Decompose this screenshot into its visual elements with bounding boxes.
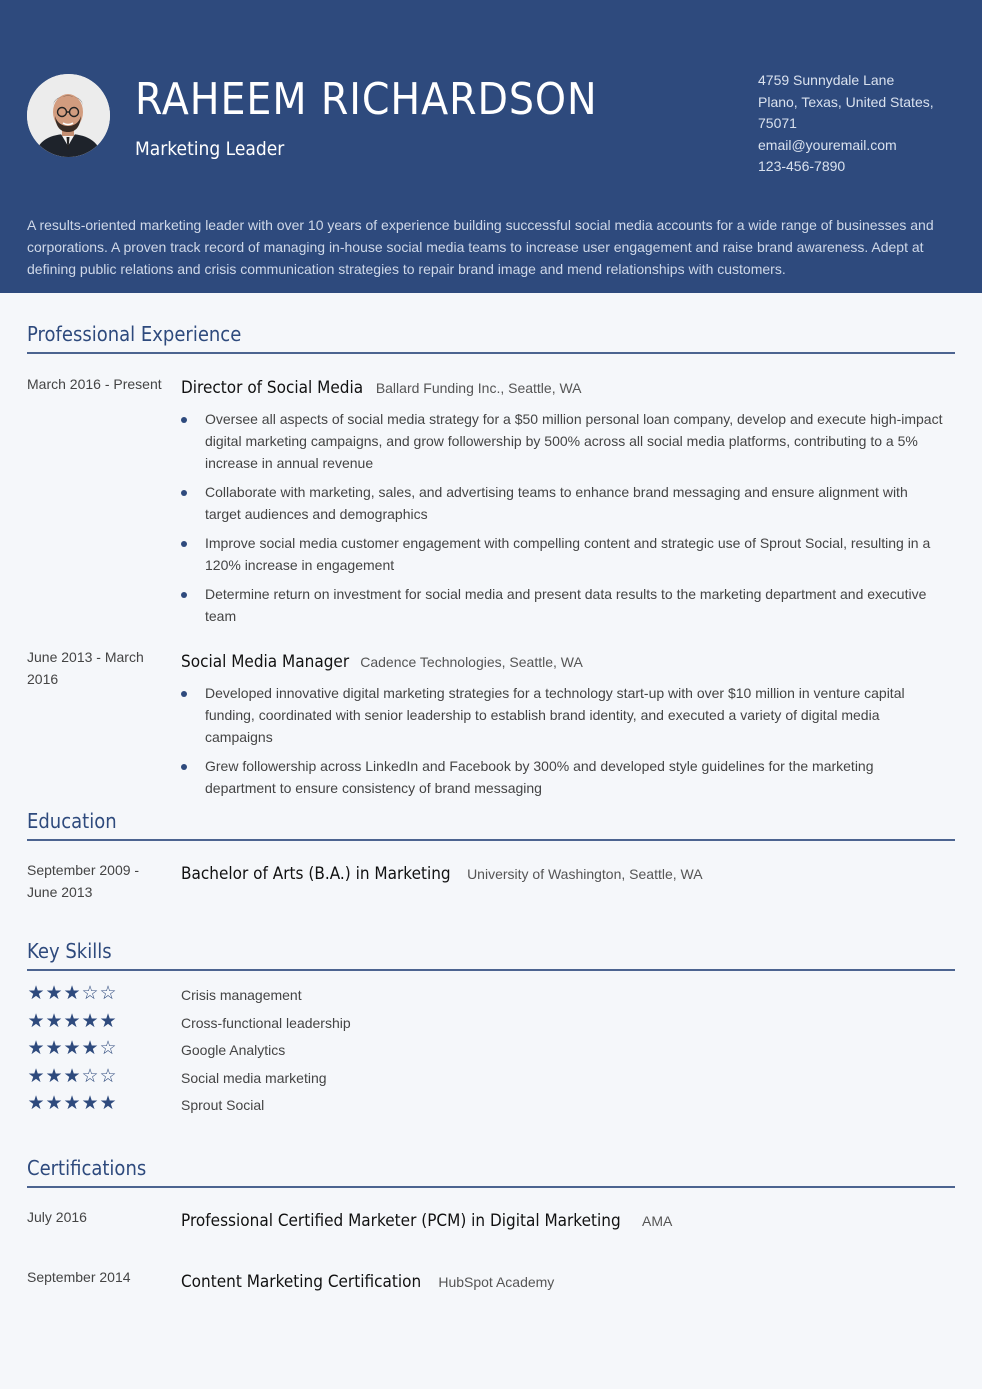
job-date: June 2013 - March 2016 <box>27 649 144 687</box>
star-empty-icon: ☆ <box>81 983 99 1004</box>
degree-title: Bachelor of Arts (B.A.) in Marketing <box>181 864 451 884</box>
section-divider <box>27 839 955 841</box>
star-filled-icon: ★ <box>99 1093 117 1114</box>
skill-rating <box>27 1067 117 1087</box>
star-filled-icon: ★ <box>45 983 63 1004</box>
job-heading <box>181 650 583 675</box>
section-divider <box>27 969 955 971</box>
star-filled-icon: ★ <box>45 1038 63 1059</box>
job-bullets <box>181 408 946 634</box>
skill-row <box>27 1012 627 1034</box>
skill-name: Google Analytics <box>181 1042 286 1058</box>
star-filled-icon: ★ <box>63 1093 81 1114</box>
star-empty-icon: ☆ <box>99 1065 117 1087</box>
certification-date: July 2016 <box>27 1209 87 1225</box>
resume-header <box>0 0 982 293</box>
star-filled-icon: ★ <box>27 983 45 1004</box>
star-filled-icon: ★ <box>45 1093 63 1114</box>
star-filled-icon: ★ <box>27 1010 45 1032</box>
star-filled-icon: ★ <box>27 1065 45 1087</box>
certification-title: Professional Certified Marketer (PCM) in Digital Marketing <box>181 1211 621 1231</box>
section-divider <box>27 1186 955 1188</box>
section-title-education: Education <box>27 809 117 833</box>
school-name: University of Washington, Seattle, WA <box>467 866 703 882</box>
candidate-name: RAHEEM RICHARDSON <box>135 74 598 125</box>
address-line-3: 75071 <box>758 115 797 131</box>
section-title-skills: Key Skills <box>27 939 112 963</box>
summary-text: A results-oriented marketing leader with over 10 years of experience building successful social media accounts for a wide range of businesses and corporations. A proven track record of managing in-house social media teams to increase user engagement and raise brand awareness. Adept at defining public relations and crisis communication strategies to repair brand image and mend relationships with customers. <box>27 217 934 277</box>
address-line-2: Plano, Texas, United States, <box>758 93 934 110</box>
job-date: March 2016 - Present <box>27 376 162 392</box>
skill-rating <box>27 1039 117 1059</box>
bullet-icon <box>181 764 187 770</box>
certification-heading <box>181 1209 672 1234</box>
star-filled-icon: ★ <box>63 1065 81 1087</box>
section-title-experience: Professional Experience <box>27 322 242 346</box>
contact-info <box>758 70 958 178</box>
star-empty-icon: ☆ <box>99 1038 117 1059</box>
job-org: Ballard Funding Inc., Seattle, WA <box>375 380 582 396</box>
education-date: September 2009 - June 2013 <box>27 862 140 900</box>
job-heading <box>181 376 582 401</box>
star-filled-icon: ★ <box>81 1038 99 1059</box>
star-empty-icon: ☆ <box>81 1065 99 1087</box>
star-filled-icon: ★ <box>27 1038 45 1059</box>
bullet-icon <box>181 490 187 496</box>
certification-heading <box>181 1270 554 1295</box>
list-item: Determine return on investment for social media and present data results to the marketing department and executive team <box>181 583 946 627</box>
skill-row <box>27 984 627 1006</box>
job-title: Social Media Manager <box>181 652 350 672</box>
email-link[interactable]: email@youremail.com <box>758 136 897 153</box>
skill-name: Cross-functional leadership <box>181 1014 351 1031</box>
profile-photo <box>27 74 110 157</box>
skill-rating <box>27 1012 117 1032</box>
star-filled-icon: ★ <box>45 1065 63 1087</box>
bullet-icon <box>181 592 187 598</box>
certification-date: September 2014 <box>27 1269 131 1285</box>
skill-row <box>27 1094 627 1116</box>
phone-number: 123-456-7890 <box>758 158 846 174</box>
skill-rating <box>27 984 117 1004</box>
bullet-icon <box>181 691 187 697</box>
address-line-1: 4759 Sunnydale Lane <box>758 72 895 88</box>
skill-name: Sprout Social <box>181 1097 265 1113</box>
list-item: Improve social media customer engagement with compelling content and strategic use of Sprout Social, resulting in a 120% increase in engagement <box>181 532 946 576</box>
star-filled-icon: ★ <box>27 1093 45 1114</box>
skill-name: Social media marketing <box>181 1069 327 1086</box>
bullet-icon <box>181 417 187 423</box>
list-item: Grew followership across LinkedIn and Facebook by 300% and developed style guidelines for the marketing department to ensure consistency of brand messaging <box>181 755 946 799</box>
skill-row <box>27 1039 627 1061</box>
candidate-role: Marketing Leader <box>135 138 285 160</box>
skill-name: Crisis management <box>181 987 302 1003</box>
star-filled-icon: ★ <box>81 1010 99 1032</box>
star-filled-icon: ★ <box>45 1010 63 1032</box>
star-filled-icon: ★ <box>99 1010 117 1032</box>
job-bullets <box>181 682 946 806</box>
certification-title: Content Marketing Certification <box>181 1272 422 1292</box>
education-heading <box>181 862 703 887</box>
job-org: Cadence Technologies, Seattle, WA <box>360 654 583 670</box>
list-item: Collaborate with marketing, sales, and advertising teams to enhance brand messaging and ensure alignment with target audiences and demographics <box>181 481 946 525</box>
star-empty-icon: ☆ <box>99 983 117 1004</box>
section-divider <box>27 352 955 354</box>
star-filled-icon: ★ <box>81 1093 99 1114</box>
list-item: Developed innovative digital marketing strategies for a technology start-up with over $10 million in venture capital funding, coordinated with senior leadership to establish brand identity, and executed a variety of digital media campaigns <box>181 682 946 748</box>
skill-row <box>27 1067 627 1089</box>
section-title-certifications: Certifications <box>27 1156 147 1180</box>
bullet-icon <box>181 541 187 547</box>
star-filled-icon: ★ <box>63 1038 81 1059</box>
skill-rating <box>27 1094 117 1114</box>
star-filled-icon: ★ <box>63 983 81 1004</box>
certification-issuer: AMA <box>642 1213 673 1229</box>
list-item: Oversee all aspects of social media strategy for a $50 million personal loan company, develop and execute high-impact digital marketing campaigns, and grow followership by 500% across all social media platforms, contributing to a 5% increase in annual revenue <box>181 408 946 474</box>
certification-issuer: HubSpot Academy <box>438 1274 555 1290</box>
star-filled-icon: ★ <box>63 1010 81 1032</box>
job-title: Director of Social Media <box>181 378 364 398</box>
